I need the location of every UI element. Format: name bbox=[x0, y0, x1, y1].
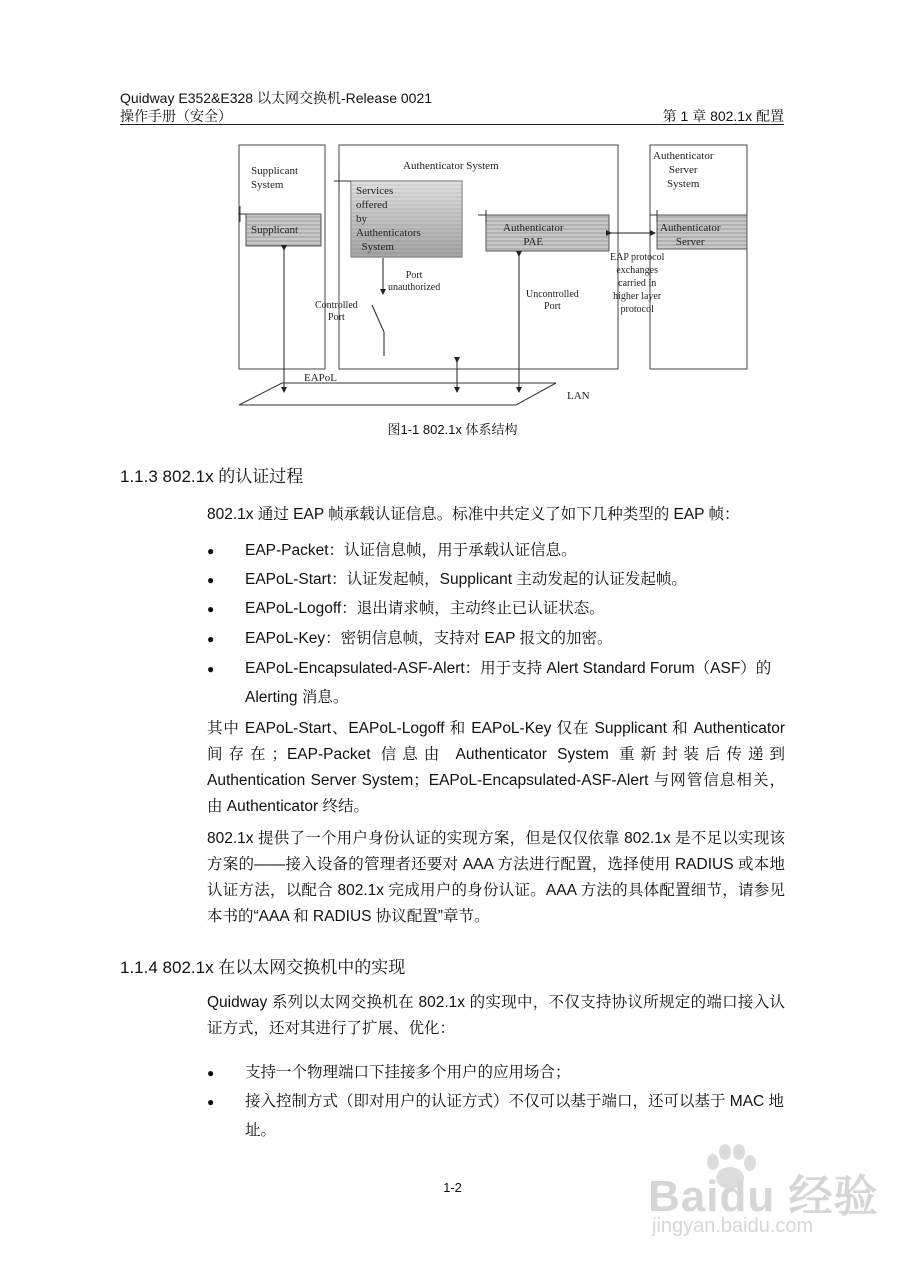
section-title-1-1-4: 1.1.4 802.1x 在以太网交换机中的实现 bbox=[120, 958, 406, 977]
section2-intro: Quidway 系列以太网交换机在 802.1x 的实现中，不仅支持协议所规定的端口接入认证方式，还对其进行了扩展、优化： bbox=[207, 994, 785, 1037]
supplicant-label: Supplicant bbox=[251, 224, 299, 236]
port-unauthorized-label: Port unauthorized bbox=[388, 270, 441, 293]
lan-shape bbox=[239, 383, 556, 405]
supplicant-system-label: Supplicant System bbox=[251, 165, 299, 191]
doc-subtitle: 操作手册（安全） bbox=[120, 108, 232, 124]
bullet-dot: ● bbox=[207, 544, 215, 558]
section1-para3: 802.1x 提供了一个用户身份认证的实现方案，但是仅仅依靠 802.1x 是不足以实现该方案的——接入设备的管理者还要对 AAA 方法进行配置，选择使用 RADIUS 或本地认证方法，以配合 802.1x 完成用户的身份认证。AAA 方法的具体配置细节，请参见本书的“AAA 和 RADIUS 协议配置”章节。 bbox=[207, 830, 785, 925]
list-item: EAPoL-Start：认证发起帧，Supplicant 主动发起的认证发起帧。 bbox=[245, 571, 687, 588]
page-number: 1-2 bbox=[443, 1180, 462, 1195]
controlled-port-label: Controlled Port bbox=[315, 300, 358, 323]
section1-para2: 其中 EAPoL-Start、EAPoL-Logoff 和 EAPoL-Key 仅在 Supplicant 和 Authenticator 间存在；EAP-Packet 信息由 Authenticator System 重新封装后传递到 Authentication Server System；EAPoL-Encapsulated-ASF-Alert 与网管信息相关，由 Authenticator 终结。 bbox=[207, 720, 785, 815]
authenticator-system-label: Authenticator System bbox=[403, 160, 499, 172]
bullet-dot: ● bbox=[207, 573, 215, 587]
chapter-label: 第 1 章 802.1x 配置 bbox=[662, 108, 784, 124]
bullet-dot: ● bbox=[207, 1066, 215, 1080]
architecture-diagram bbox=[0, 0, 905, 420]
eapol-label: EAPoL bbox=[304, 372, 337, 384]
watermark-brand: Baidu 经验 bbox=[648, 1172, 879, 1221]
list-item: EAPoL-Key：密钥信息帧，支持对 EAP 报文的加密。 bbox=[245, 630, 613, 647]
auth-server-label: Authenticator Server bbox=[660, 222, 721, 248]
bullet-dot: ● bbox=[207, 1095, 215, 1109]
list-item: EAPoL-Logoff：退出请求帧，主动终止已认证状态。 bbox=[245, 600, 605, 617]
bullet-dot: ● bbox=[207, 662, 215, 676]
uncontrolled-port-label: Uncontrolled Port bbox=[526, 289, 579, 312]
section1-intro: 802.1x 通过 EAP 帧承载认证信息。标准中共定义了如下几种类型的 EAP 帧： bbox=[207, 506, 740, 523]
list-item: 接入控制方式（即对用户的认证方式）不仅可以基于端口，还可以基于 MAC 地址。 bbox=[245, 1093, 785, 1139]
watermark-url: jingyan.baidu.com bbox=[652, 1215, 814, 1237]
figure-caption: 图1-1 802.1x 体系结构 bbox=[387, 422, 518, 437]
authenticator-pae-label: Authenticator PAE bbox=[503, 222, 564, 248]
list-item: EAP-Packet：认证信息帧，用于承载认证信息。 bbox=[245, 542, 577, 559]
bullet-dot: ● bbox=[207, 602, 215, 616]
lan-label: LAN bbox=[567, 390, 590, 402]
list-item: EAPoL-Encapsulated-ASF-Alert：用于支持 Alert Standard Forum（ASF）的 Alerting 消息。 bbox=[245, 660, 772, 706]
list-item: 支持一个物理端口下挂接多个用户的应用场合； bbox=[245, 1064, 571, 1081]
eap-note-label: EAP protocol exchanges carried in higher layer protocol bbox=[610, 252, 665, 315]
auth-server-system-label: Authenticator Server System bbox=[653, 150, 714, 190]
section-title-1-1-3: 1.1.3 802.1x 的认证过程 bbox=[120, 467, 304, 486]
doc-title: Quidway E352&E328 以太网交换机-Release 0021 bbox=[120, 90, 433, 106]
services-label: Services offered by Authenticators System bbox=[356, 185, 421, 253]
bullet-dot: ● bbox=[207, 632, 215, 646]
